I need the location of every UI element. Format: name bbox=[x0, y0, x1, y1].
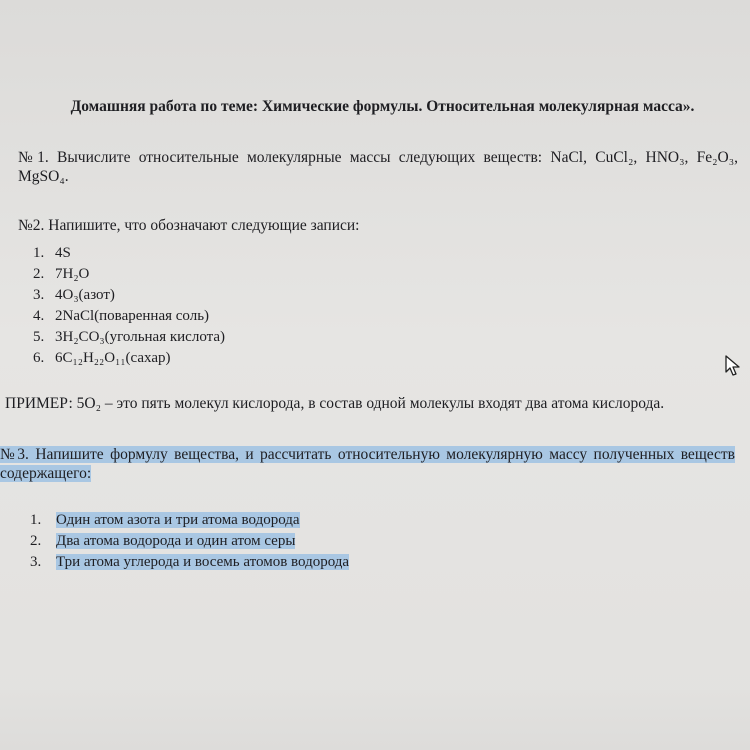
list-item: 3. 4O₃(азот) bbox=[33, 287, 115, 303]
exercise-1: №1. Вычислите относительные молекулярные массы следующих веществ: NaCl, CuCl₂, HNO₃, Fe₂O₃, MgSO₄. bbox=[18, 149, 738, 185]
exercise-2-heading: №2. Напишите, что обозначают следующие записи: bbox=[18, 217, 360, 234]
mouse-pointer-icon bbox=[725, 355, 741, 377]
exercise-3-list bbox=[30, 510, 349, 573]
selected-text[interactable]: Два атома водорода и один атом серы bbox=[56, 533, 296, 549]
list-item: 1. 4S bbox=[33, 245, 71, 261]
list-item[interactable]: 2. Два атома водорода и один атом серы bbox=[30, 533, 296, 549]
list-item: 6. 6C₁₂H₂₂O₁₁(сахар) bbox=[33, 350, 171, 366]
example-text: ПРИМЕР: 5O₂ – это пять молекул кислорода, в состав одной молекулы входят два атома кислорода. bbox=[5, 395, 665, 412]
screen-bottom bbox=[0, 690, 750, 750]
selected-text[interactable]: №3. Напишите формулу вещества, и рассчитать относительную молекулярную массу полученных веществ содержащего: bbox=[0, 446, 735, 482]
document-page bbox=[0, 85, 745, 685]
list-item[interactable]: 3. Три атома углерода и восемь атомов водорода bbox=[30, 554, 350, 570]
exercise-3-heading[interactable] bbox=[0, 445, 735, 483]
exercise-2-list bbox=[33, 243, 225, 369]
list-item[interactable]: 1. Один атом азота и три атома водорода bbox=[30, 512, 300, 528]
selected-text[interactable]: Один атом азота и три атома водорода bbox=[56, 512, 300, 528]
selected-text[interactable]: Три атома углерода и восемь атомов водорода bbox=[56, 554, 350, 570]
list-item: 4. 2NaCl(поваренная соль) bbox=[33, 308, 210, 324]
document-title: Домашняя работа по теме: Химические формулы. Относительная молекулярная масса». bbox=[70, 98, 695, 115]
list-item: 5. 3H₂CO₃(угольная кислота) bbox=[33, 329, 226, 345]
list-item: 2. 7H₂O bbox=[33, 266, 90, 282]
